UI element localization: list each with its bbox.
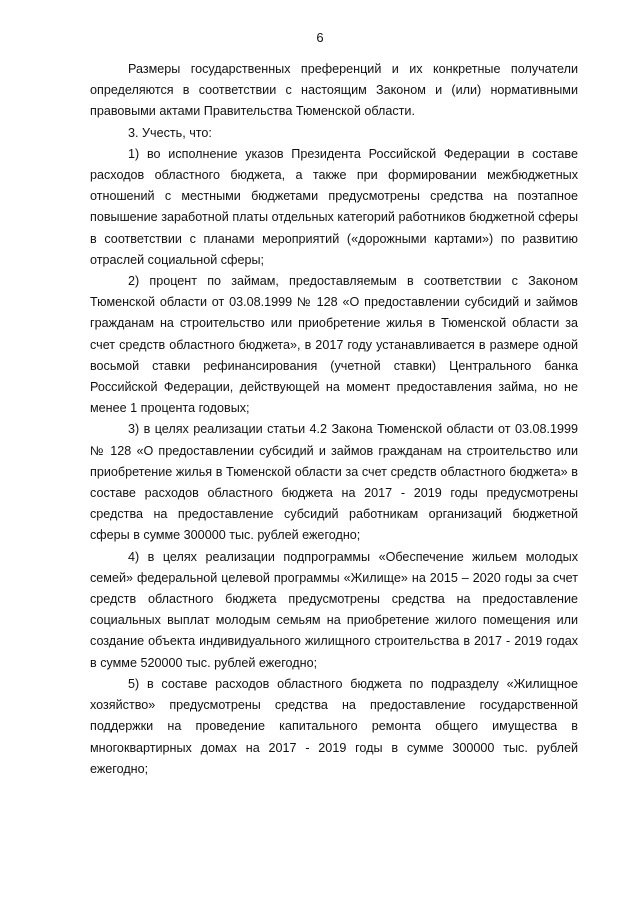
paragraph-subitem-4: 4) в целях реализации подпрограммы «Обеспечение жильем молодых семей» федеральной целевой программы «Жилище» на 2015 – 2020 годы за счет средств областного бюджета предусмотрены средства на предоставление социальных выплат молодым семьям на приобретение жилого помещения или создание объекта индивидуального жилищного строительства в 2017 - 2019 годах в сумме 520000 тыс. рублей ежегодно; <box>90 549 578 670</box>
paragraph-subitem-2: 2) процент по займам, предоставляемым в соответствии с Законом Тюменской области от 03.08.1999 № 128 «О предоставлении субсидий и займов гражданам на строительство или приобретение жилья в Тюменской области за счет средств областного бюджета», в 2017 году устанавливается в размере одной восьмой ставки рефинансирования (учетной ставки) Центрального банка Российской Федерации, действующей на момент предоставления займа, но не менее 1 процента годовых; <box>90 274 578 416</box>
paragraph-preferences: Размеры государственных преференций и их конкретные получатели определяются в соответствии с настоящим Законом и (или) нормативными правовыми актами Правительства Тюменской области. <box>90 62 578 119</box>
paragraph-subitem-3: 3) в целях реализации статьи 4.2 Закона Тюменской области от 03.08.1999 № 128 «О предоставлении субсидий и займов гражданам на строительство или приобретение жилья в Тюменской области за счет средств областного бюджета» в составе расходов областного бюджета на 2017 - 2019 годы предусмотрены средства на предоставление субсидий работникам организаций бюджетной сферы в сумме 300000 тыс. рублей ежегодно; <box>90 422 578 543</box>
paragraph-subitem-1: 1) во исполнение указов Президента Российской Федерации в составе расходов областного бюджета, а также при формировании межбюджетных отношений с местными бюджетами предусмотрены средства на поэтапное повышение заработной платы отдельных категорий работников бюджетной сферы в соответствии с планами мероприятий («дорожными картами») по развитию отраслей социальной сферы; <box>90 146 578 267</box>
paragraph-subitem-5: 5) в составе расходов областного бюджета по подразделу «Жилищное хозяйство» предусмотрены средства на предоставление государственной поддержки на проведение капитального ремонта общего имущества в многоквартирных домах на 2017 - 2019 годы в сумме 300000 тыс. рублей ежегодно; <box>90 676 578 776</box>
paragraph-item-3-heading: 3. Учесть, что: <box>128 125 212 140</box>
body-text <box>90 59 578 780</box>
page-number: 6 <box>316 30 324 45</box>
